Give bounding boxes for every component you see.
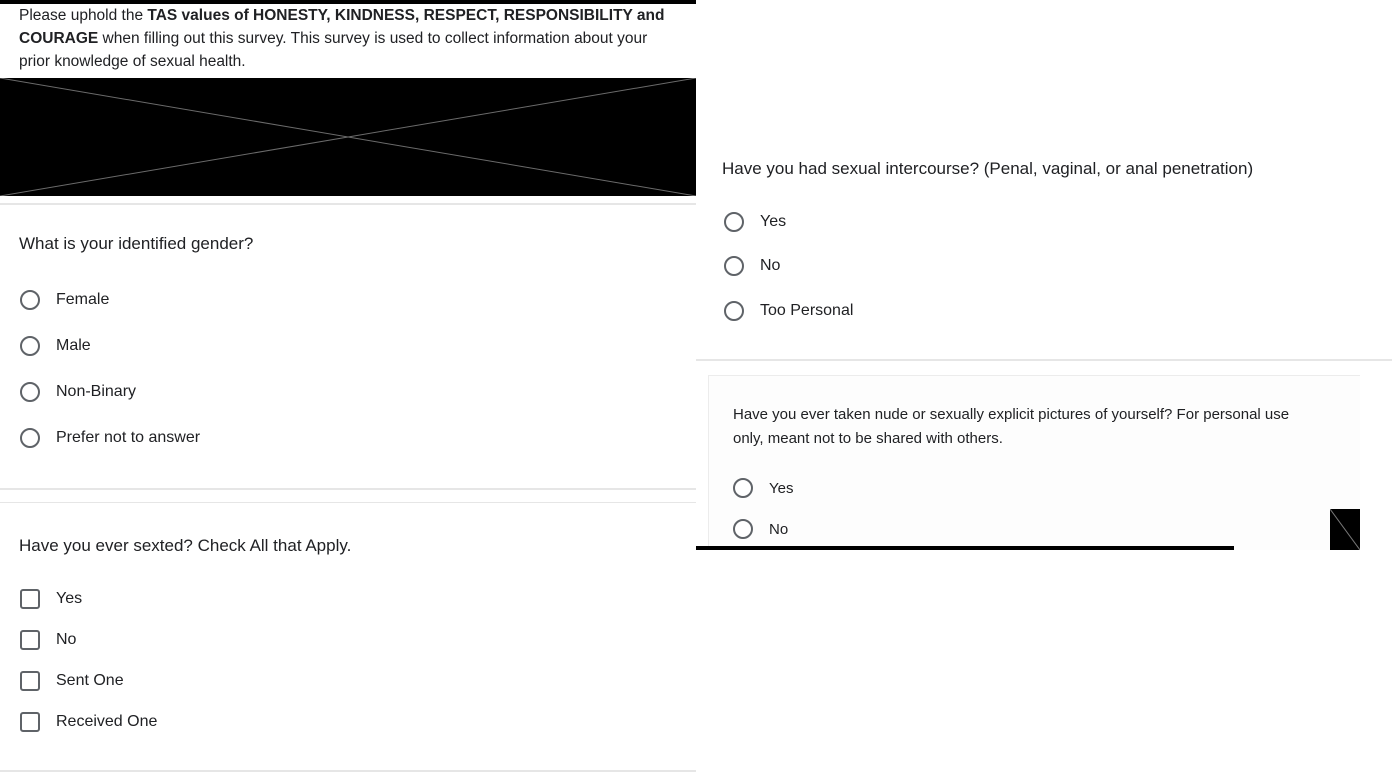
- option-label: Female: [56, 291, 110, 308]
- gender-option-female[interactable]: [20, 287, 109, 313]
- section-divider: [0, 770, 696, 772]
- intro-courage: COURAGE: [19, 30, 99, 47]
- survey-intro: [19, 4, 699, 73]
- option-label: Yes: [56, 590, 83, 607]
- section-divider: [696, 359, 1392, 361]
- intro-prefix: Please uphold the: [19, 7, 148, 24]
- pictures-question-card: [708, 375, 1360, 550]
- radio-button[interactable]: [733, 478, 753, 498]
- option-label: Yes: [760, 213, 787, 230]
- redacted-image: [0, 78, 696, 196]
- sexted-option-sent-one[interactable]: [20, 668, 124, 694]
- checkbox[interactable]: [20, 630, 40, 650]
- pictures-option-yes[interactable]: [733, 475, 793, 501]
- option-label: No: [760, 257, 781, 274]
- intercourse-option-too-personal[interactable]: [724, 298, 853, 324]
- redacted-corner-block: [1330, 509, 1360, 550]
- gender-option-non-binary[interactable]: [20, 379, 136, 405]
- radio-button[interactable]: [20, 290, 40, 310]
- intro-line3: prior knowledge of sexual health.: [19, 53, 246, 70]
- section-divider: [0, 203, 696, 205]
- pictures-title-line1: Have you ever taken nude or sexually explicit pictures of yourself? For personal use: [733, 406, 1290, 423]
- gender-question-title: What is your identified gender?: [19, 234, 254, 253]
- checkbox[interactable]: [20, 589, 40, 609]
- option-label: Non-Binary: [56, 383, 137, 400]
- bottom-edge-bar: [696, 546, 1234, 550]
- checkbox[interactable]: [20, 712, 40, 732]
- radio-button[interactable]: [733, 519, 753, 539]
- option-label: Male: [56, 337, 91, 354]
- radio-button[interactable]: [724, 212, 744, 232]
- intro-line2: when filling out this survey. This survey is used to collect information about your: [98, 30, 648, 47]
- intro-values: TAS values of HONESTY, KINDNESS, RESPECT, RESPONSIBILITY and: [147, 7, 665, 24]
- pictures-title-line2: only, meant not to be shared with others.: [733, 430, 1003, 447]
- pictures-question-title: [733, 403, 1289, 451]
- section-divider: [0, 488, 696, 490]
- intercourse-question-title: Have you had sexual intercourse? (Penal, vaginal, or anal penetration): [722, 159, 1254, 178]
- option-label: Sent One: [56, 672, 124, 689]
- checkbox[interactable]: [20, 671, 40, 691]
- option-label: Yes: [769, 479, 794, 497]
- option-label: Too Personal: [760, 302, 854, 319]
- option-label: Prefer not to answer: [56, 429, 201, 446]
- gender-option-male[interactable]: [20, 333, 91, 359]
- intercourse-option-yes[interactable]: [724, 209, 786, 235]
- sexted-option-no[interactable]: [20, 627, 76, 653]
- sexted-question-title: Have you ever sexted? Check All that Apply.: [19, 536, 352, 555]
- radio-button[interactable]: [724, 301, 744, 321]
- gender-option-prefer-not[interactable]: [20, 425, 200, 451]
- option-label: Received One: [56, 713, 158, 730]
- section-divider: [0, 502, 696, 503]
- option-label: No: [769, 520, 789, 538]
- option-label: No: [56, 631, 77, 648]
- radio-button[interactable]: [20, 336, 40, 356]
- intercourse-option-no[interactable]: [724, 253, 780, 279]
- radio-button[interactable]: [724, 256, 744, 276]
- right-survey-panel: [696, 0, 1392, 783]
- pictures-option-no[interactable]: [733, 516, 788, 542]
- radio-button[interactable]: [20, 382, 40, 402]
- sexted-option-yes[interactable]: [20, 586, 82, 612]
- sexted-option-received-one[interactable]: [20, 709, 157, 735]
- radio-button[interactable]: [20, 428, 40, 448]
